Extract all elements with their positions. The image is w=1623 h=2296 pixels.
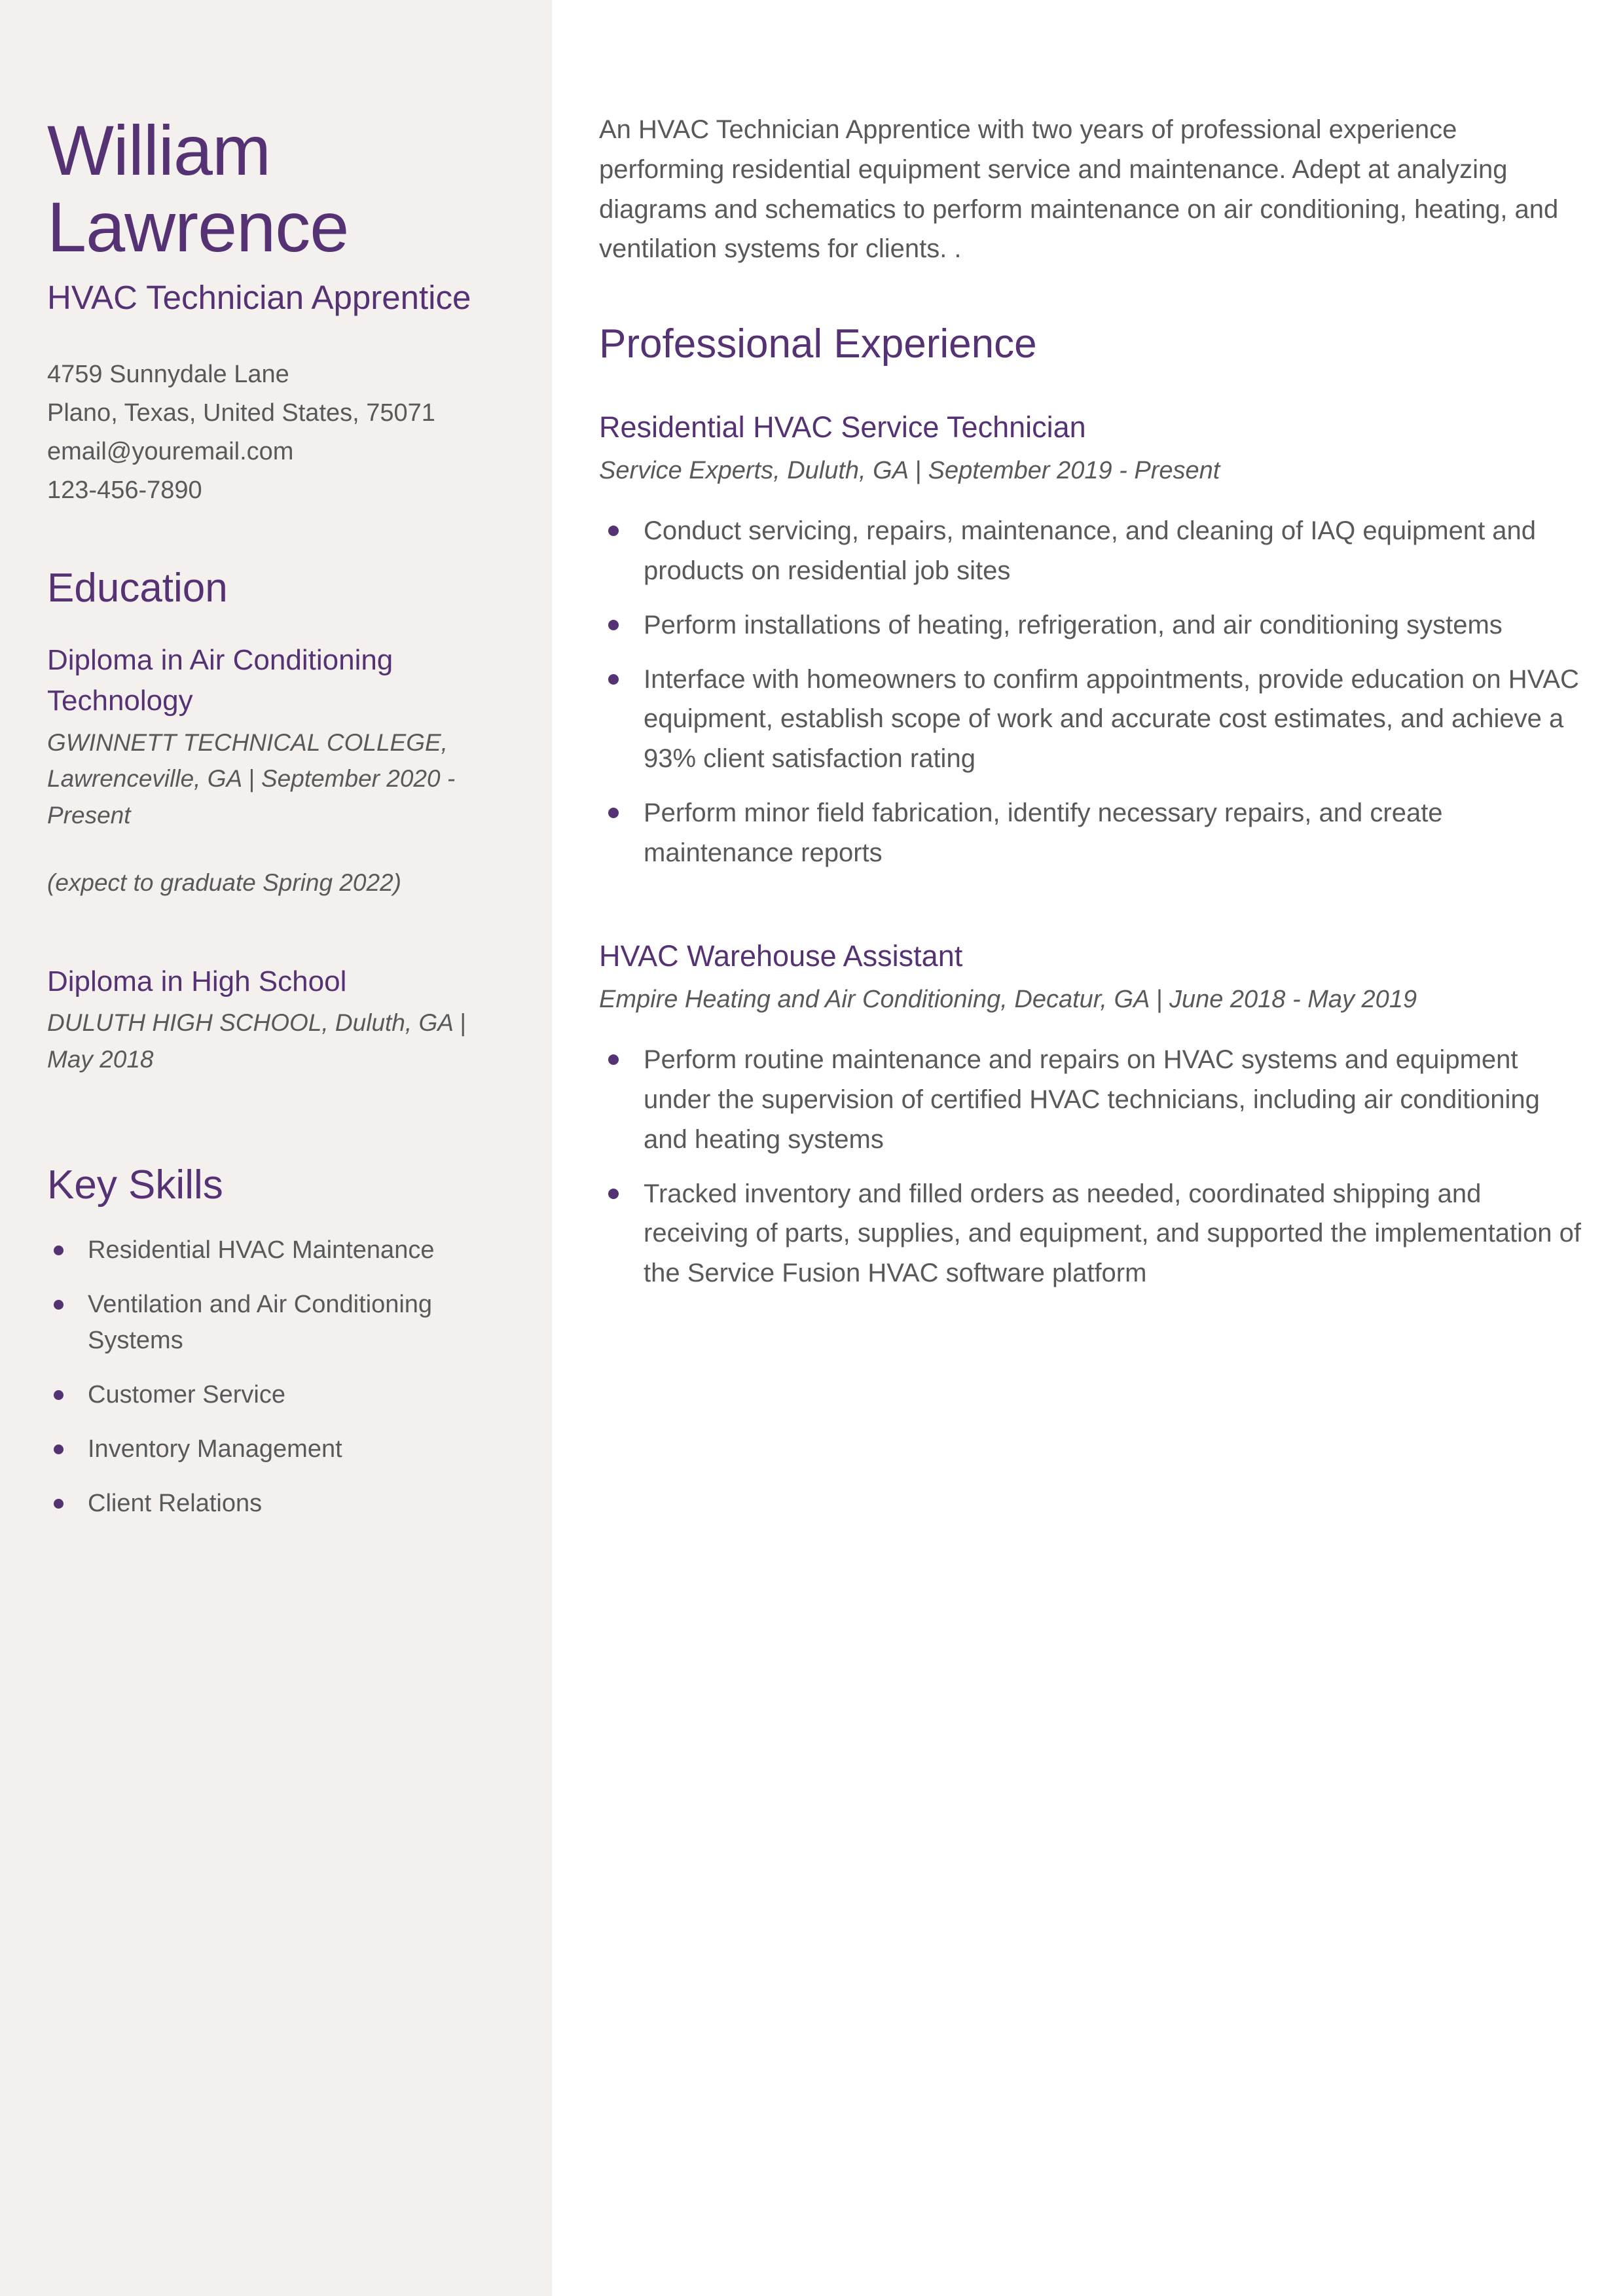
list-item bbox=[47, 1431, 501, 1467]
education-heading: Education bbox=[47, 565, 228, 611]
experience-entry bbox=[599, 408, 1582, 873]
skill-label: Ventilation and Air Conditioning Systems bbox=[88, 1290, 433, 1354]
bullet-icon bbox=[608, 1054, 619, 1065]
bullet-icon bbox=[608, 620, 619, 630]
skill-label: Customer Service bbox=[88, 1381, 285, 1409]
education-meta: GWINNETT TECHNICAL COLLEGE, Lawrenceville, GA | September 2020 - Present bbox=[47, 728, 456, 829]
key-skills-heading: Key Skills bbox=[47, 1162, 223, 1208]
education-degree: Diploma in High School bbox=[47, 965, 347, 997]
bullet-icon bbox=[608, 674, 619, 685]
professional-experience-heading: Professional Experience bbox=[599, 321, 1037, 367]
list-item bbox=[47, 1232, 501, 1268]
bullet-icon bbox=[608, 808, 619, 818]
contact-street: 4759 Sunnydale Lane bbox=[47, 360, 289, 388]
bullet-icon bbox=[54, 1300, 64, 1310]
experience-bullet-text: Perform routine maintenance and repairs on HVAC systems and equipment under the supervision of certified HVAC technicians, including air conditioning and heating systems bbox=[644, 1045, 1540, 1154]
list-item bbox=[599, 605, 1582, 645]
sidebar bbox=[0, 0, 552, 2296]
experience-bullet-text: Perform installations of heating, refrigeration, and air conditioning systems bbox=[644, 610, 1503, 639]
contact-block bbox=[47, 355, 501, 511]
main-column bbox=[552, 0, 1623, 2296]
skill-label: Client Relations bbox=[88, 1490, 263, 1518]
list-item bbox=[599, 1040, 1582, 1159]
education-entry bbox=[47, 961, 501, 1077]
education-entry bbox=[47, 640, 501, 901]
experience-title: Residential HVAC Service Technician bbox=[599, 410, 1086, 444]
bullet-icon bbox=[54, 1390, 64, 1400]
skill-label: Inventory Management bbox=[88, 1435, 342, 1463]
bullet-icon bbox=[54, 1499, 64, 1509]
skill-label: Residential HVAC Maintenance bbox=[88, 1236, 435, 1264]
contact-phone[interactable]: 123-456-7890 bbox=[47, 476, 202, 505]
education-degree: Diploma in Air Conditioning Technology bbox=[47, 644, 393, 717]
experience-bullet-list bbox=[599, 511, 1582, 872]
bullet-icon bbox=[54, 1444, 64, 1454]
candidate-first-name: William bbox=[47, 111, 270, 190]
contact-city-state-zip: Plano, Texas, United States, 75071 bbox=[47, 399, 435, 427]
experience-entry bbox=[599, 937, 1582, 1293]
experience-bullet-list bbox=[599, 1040, 1582, 1293]
key-skills-list bbox=[47, 1232, 501, 1522]
list-item bbox=[599, 1174, 1582, 1293]
list-item bbox=[599, 511, 1582, 591]
candidate-job-title: HVAC Technician Apprentice bbox=[47, 279, 471, 317]
list-item bbox=[47, 1377, 501, 1413]
experience-meta: Service Experts, Duluth, GA | September 2019 - Present bbox=[599, 457, 1220, 485]
list-item bbox=[47, 1486, 501, 1522]
experience-title: HVAC Warehouse Assistant bbox=[599, 939, 963, 973]
list-item bbox=[599, 793, 1582, 873]
education-meta: DULUTH HIGH SCHOOL, Duluth, GA | May 2018 bbox=[47, 1009, 466, 1073]
professional-summary: An HVAC Technician Apprentice with two years of professional experience performing residential equipment service and maintenance. Adept at analyzing diagrams and schematics to perform maintenance on air conditioning, heating, and ventilation systems for clients. . bbox=[599, 115, 1559, 264]
bullet-icon bbox=[608, 1189, 619, 1199]
education-note: (expect to graduate Spring 2022) bbox=[47, 869, 401, 897]
bullet-icon bbox=[608, 526, 619, 536]
experience-bullet-text: Perform minor field fabrication, identify necessary repairs, and create maintenance reports bbox=[644, 798, 1443, 867]
candidate-last-name: Lawrence bbox=[47, 187, 349, 266]
experience-bullet-text: Conduct servicing, repairs, maintenance, and cleaning of IAQ equipment and products on residential job sites bbox=[644, 516, 1537, 585]
experience-bullet-text: Tracked inventory and filled orders as needed, coordinated shipping and receiving of parts, supplies, and equipment, and supported the implementation of the Service Fusion HVAC software platform bbox=[644, 1179, 1581, 1288]
contact-email[interactable]: email@youremail.com bbox=[47, 438, 294, 466]
list-item bbox=[47, 1287, 501, 1359]
name-block bbox=[47, 0, 501, 320]
experience-bullet-text: Interface with homeowners to confirm appointments, provide education on HVAC equipment, establish scope of work and accurate cost estimates, and achieve a 93% client satisfaction rating bbox=[644, 664, 1579, 774]
education-section bbox=[47, 564, 501, 1078]
key-skills-section bbox=[47, 1161, 501, 1522]
bullet-icon bbox=[54, 1246, 64, 1255]
experience-meta: Empire Heating and Air Conditioning, Decatur, GA | June 2018 - May 2019 bbox=[599, 986, 1417, 1014]
list-item bbox=[599, 660, 1582, 779]
candidate-name bbox=[47, 113, 501, 265]
